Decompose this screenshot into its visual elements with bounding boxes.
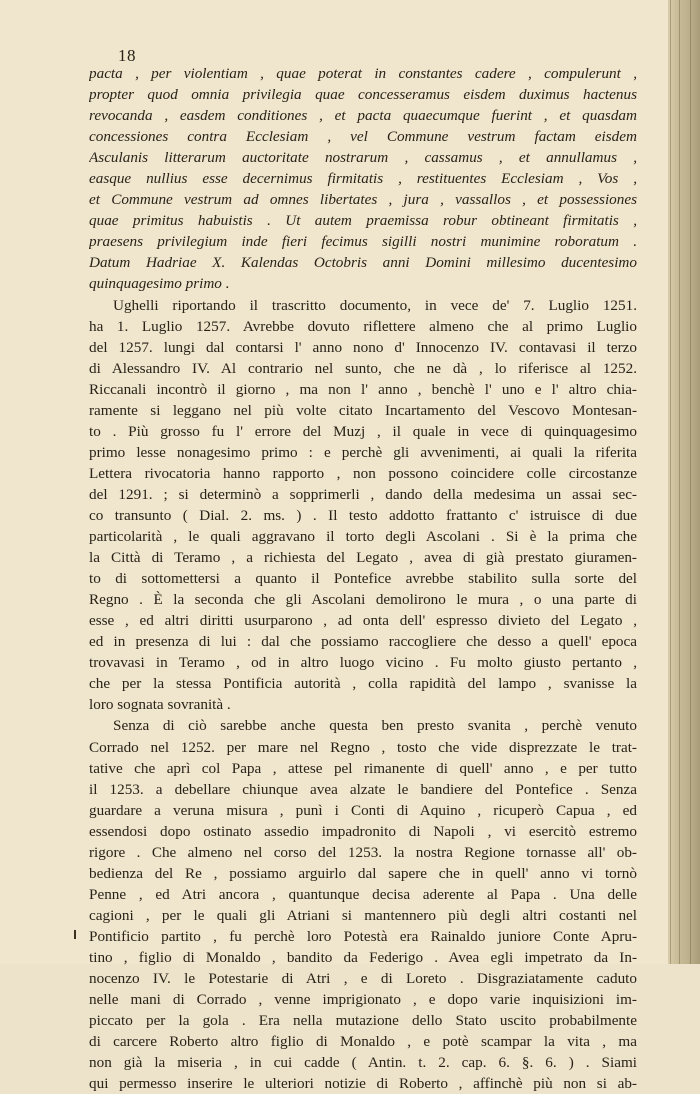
paragraph-ughelli [89, 295, 637, 716]
text-line: easque nullius esse decernimus firmitatis , restituentes Ecclesiam , Vos , [89, 170, 637, 188]
margin-mark [74, 930, 76, 939]
page-number: 18 [118, 46, 136, 65]
text-line: del 1291. ; si determinò a sopprimerli , dando della medesima un assai sec- [89, 485, 637, 503]
text-line: quae primitus habuistis . Ut autem praemissa robur obtineant firmitatis , [89, 212, 637, 230]
text-line: to di sottomettersi a quanto il Pontefice avrebbe stabilito sulla sorte del [89, 570, 637, 588]
text-line: Pontificio partito , fu perchè loro Potestà era Rainaldo juniore Conte Apru- [89, 927, 637, 945]
text-line: ha 1. Luglio 1257. Avrebbe dovuto riflettere almeno che al primo Luglio [89, 317, 637, 335]
text-line: revocanda , easdem conditiones , et pacta quaecumque fuerint , et quasdam [89, 107, 637, 125]
page-edge-line [679, 0, 680, 964]
text-line: ramente si leggano nel più volte citato Incartamento del Vescovo Montesan- [89, 401, 637, 419]
text-line: esse , ed altri diritti usurparono , ad onta dell' espresso divieto del Legato , [89, 612, 637, 630]
text-line: Riccanali incontrò il giorno , ma non l' anno , benchè l' uno e l' altro chia- [89, 380, 637, 398]
text-line: Corrado nel 1252. per mare nel Regno , tosto che vide disprezzate le trat- [89, 738, 637, 756]
text-line: Lettera rivocatoria hanno rapporto , non possono coincidere colle circostanze [89, 464, 637, 482]
text-line: propter quod omnia privilegia quae concesseramus eisdem duximus hactenus [89, 86, 637, 104]
body-text [89, 63, 637, 1094]
text-line: primo lesse nonagesimo primo : e perchè gli avvenimenti, ai quali la riferita [89, 443, 637, 461]
text-line: nelle mani di Corrado , venne imprigionato , e dopo varie inquisizioni im- [89, 991, 637, 1009]
text-line: concessiones contra Ecclesiam , vel Commune vestrum factam eisdem [89, 128, 637, 146]
text-line: particolarità , le quali aggravano il torto degli Ascolani . Si è la prima che [89, 528, 637, 546]
text-line: to . Più grosso fu l' errore del Muzj , il quale in vece di quinquagesimo [89, 422, 637, 440]
text-line: Ughelli riportando il trascritto documento, in vece de' 7. Luglio 1251. [113, 296, 637, 314]
text-line: cagioni , per le quali gli Atriani si mantennero più degli altri costanti nel [89, 906, 637, 924]
text-line: guardare a veruna misura , punì i Conti di Aquino , ricuperò Capua , ed [89, 801, 637, 819]
text-line: di carcere Roberto altro figlio di Monaldo , e potè scampar la vita , ma [89, 1033, 637, 1051]
text-line: piccato per la gola . Era nella mutazione dello Stato uscito probabilmente [89, 1012, 637, 1030]
text-line: essendosi dopo ostinato assedio impadronito di Napoli , vi esercitò estremo [89, 822, 637, 840]
text-line: tino , figlio di Monaldo , bandito da Federigo . Avea egli impetrato da In- [89, 948, 637, 966]
text-line: ed in presenza di lui : dal che possiamo raccogliere che desso a quell' epoca [89, 633, 637, 651]
text-line: praesens privilegium inde fieri fecimus sigilli nostri munimine roboratum . [89, 233, 637, 251]
text-line: nocenzo IV. le Potestarie di Atri , e di Loreto . Disgraziatamente caduto [89, 970, 637, 988]
text-line: rigore . Che almeno nel corso del 1253. la nostra Regione tornasse all' ob- [89, 843, 637, 861]
latin-quotation [89, 63, 637, 295]
text-line: non già la miseria , in cui cadde ( Antin. t. 2. cap. 6. §. 6. ) . Siami [89, 1054, 637, 1072]
text-line: che per la stessa Pontificia autorità , colla rapidità del lampo , svanisse la [89, 675, 637, 693]
text-line: Senza di ciò sarebbe anche questa ben presto svanita , perchè venuto [113, 717, 637, 735]
text-line: tative che aprì col Papa , attese pel rimanente di quell' anno , e per tutto [89, 759, 637, 777]
page-edge-line [670, 0, 671, 964]
text-line: Regno . È la seconda che gli Ascolani demolirono le mura , o una parte di [89, 591, 637, 609]
text-line: et Commune vestrum ad omnes libertates , jura , vassallos , et possessiones [89, 191, 637, 209]
text-line: co transunto ( Dial. 2. ms. ) . Il testo addotto frattanto c' istruisce di due [89, 506, 637, 524]
text-line: Asculanis litterarum auctoritate nostrarum , cassamus , et annullamus , [89, 149, 637, 167]
text-line: bedienza del Re , possiamo arguirlo dal sapere che in quell' anno vi tornò [89, 864, 637, 882]
paragraph-corrado [89, 715, 637, 1094]
text-line: Penne , ed Atri ancora , quantunque decisa aderente al Papa . Una delle [89, 885, 637, 903]
text-line: il 1253. a debellare chiunque avea alzate le bandiere del Pontefice . Senza [89, 780, 637, 798]
text-line: qui permesso inserire le ulteriori notizie di Roberto , affinchè più non si ab- [89, 1075, 637, 1093]
text-line: di Alessandro IV. Al contrario nel sunto, che ne dà , lo riferisce al 1252. [89, 359, 637, 377]
text-line: Datum Hadriae X. Kalendas Octobris anni Domini millesimo ducentesimo [89, 254, 637, 272]
text-line: pacta , per violentiam , quae poterat in constantes cadere , compulerunt , [89, 65, 637, 82]
page-edge-line [690, 0, 691, 964]
text-line: quinquagesimo primo . [89, 275, 230, 293]
text-line: loro sognata sovranità . [89, 696, 231, 714]
text-line: trovavasi in Teramo , od in altro luogo vicino . Fu molto giusto pertanto , [89, 654, 637, 672]
page-edge [668, 0, 700, 964]
text-line: del 1257. lungi dal contarsi l' anno nono d' Innocenzo IV. contavasi il terzo [89, 338, 637, 356]
text-line: la Città di Teramo , a richiesta del Legato , avea di già prestato giuramen- [89, 549, 637, 567]
